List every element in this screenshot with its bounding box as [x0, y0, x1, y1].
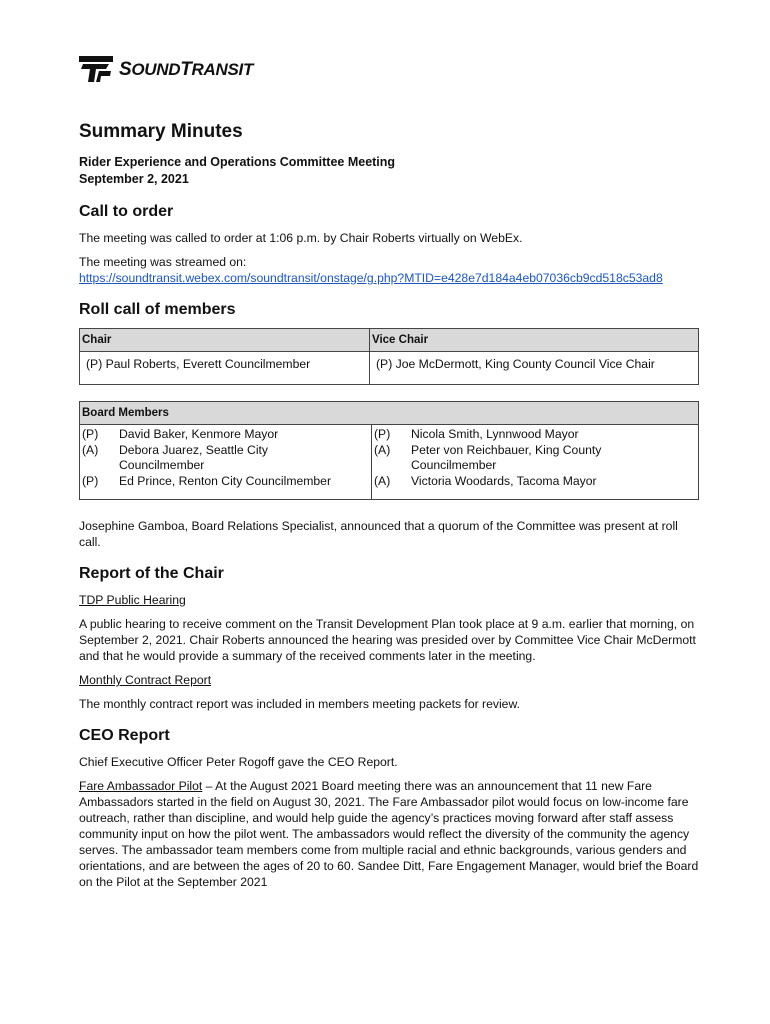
member-row: (P) Ed Prince, Renton City Councilmember [82, 473, 332, 488]
meeting-name: Rider Experience and Operations Committee Meeting [79, 155, 396, 169]
fare-ambassador-text: – At the August 2021 Board meeting there was an announcement that 11 new Fare Ambassadors started in the field on August 30, 2021. The Fare Ambassador pilot would focus on low-income fare outreach, rather than discipline, and would help guide the agency’s practices moving forward after staff assess community input on how the pilot went. The ambassadors would reflect the diversity of the community the agency serves. The ambassador team members come from multiple racial and ethnic backgrounds, various genders and orientations, and are between the ages of 20 to 60. Sandee Ditt, Fare Engagement Manager, would brief the Board on the Pilot at the September 2021 [79, 779, 699, 889]
heading-call-to-order: Call to order [79, 203, 174, 220]
document-body [79, 120, 701, 898]
stream-link[interactable]: https://soundtransit.webex.com/soundtransit/onstage/g.php?MTID=e428e7d184a4eb07036cb9cd518c53ad8 [79, 271, 663, 285]
subheading-monthly-contract: Monthly Contract Report [79, 673, 212, 687]
call-to-order-text: The meeting was called to order at 1:06 p.m. by Chair Roberts virtually on WebEx. [79, 231, 523, 245]
board-members-header: Board Members [80, 402, 699, 425]
fare-ambassador-label: Fare Ambassador Pilot [79, 779, 203, 793]
board-members-right [372, 425, 699, 500]
quorum-text: Josephine Gamboa, Board Relations Specialist, announced that a quorum of the Committee was present at roll call. [79, 519, 678, 549]
chair-header: Chair [80, 329, 370, 352]
member-row: (P) David Baker, Kenmore Mayor [82, 427, 279, 441]
sound-transit-logo [79, 56, 253, 82]
member-row: (A) Victoria Woodards, Tacoma Mayor [374, 473, 597, 488]
stream-info [79, 254, 701, 286]
vice-chair-value: (P) Joe McDermott, King County Council Vice Chair [370, 352, 699, 385]
member-row: (A) Peter von Reichbauer, King County Councilmember [374, 442, 602, 472]
page-title: Summary Minutes [79, 121, 243, 142]
meeting-date: September 2, 2021 [79, 172, 189, 186]
vice-chair-header: Vice Chair [370, 329, 699, 352]
heading-roll-call: Roll call of members [79, 301, 236, 318]
tdp-hearing-text: A public hearing to receive comment on the Transit Development Plan took place at 9 a.m. earlier that morning, on September 2, 2021. Chair Roberts announced the hearing was presided over by Committee Vice Chair McDermott and that he would provide a summary of the received comments later in the meeting. [79, 617, 696, 663]
member-row: (P) Nicola Smith, Lynnwood Mayor [374, 427, 579, 441]
board-members-table [79, 401, 699, 500]
logo-wordmark: SOUNDTRANSIT [119, 58, 254, 80]
chair-table [79, 328, 699, 385]
monthly-contract-text: The monthly contract report was included in members meeting packets for review. [79, 697, 520, 711]
ceo-report-intro: Chief Executive Officer Peter Rogoff gave the CEO Report. [79, 755, 398, 769]
heading-report-of-chair: Report of the Chair [79, 565, 224, 582]
stream-label: The meeting was streamed on: [79, 255, 247, 269]
sound-transit-logo-icon [79, 56, 113, 82]
fare-ambassador-paragraph [79, 778, 701, 890]
heading-ceo-report: CEO Report [79, 727, 170, 744]
member-row: (A) Debora Juarez, Seattle City Councilmember [82, 442, 269, 472]
chair-value: (P) Paul Roberts, Everett Councilmember [80, 352, 370, 385]
board-members-left [80, 425, 372, 500]
subheading-tdp-hearing: TDP Public Hearing [79, 593, 186, 607]
